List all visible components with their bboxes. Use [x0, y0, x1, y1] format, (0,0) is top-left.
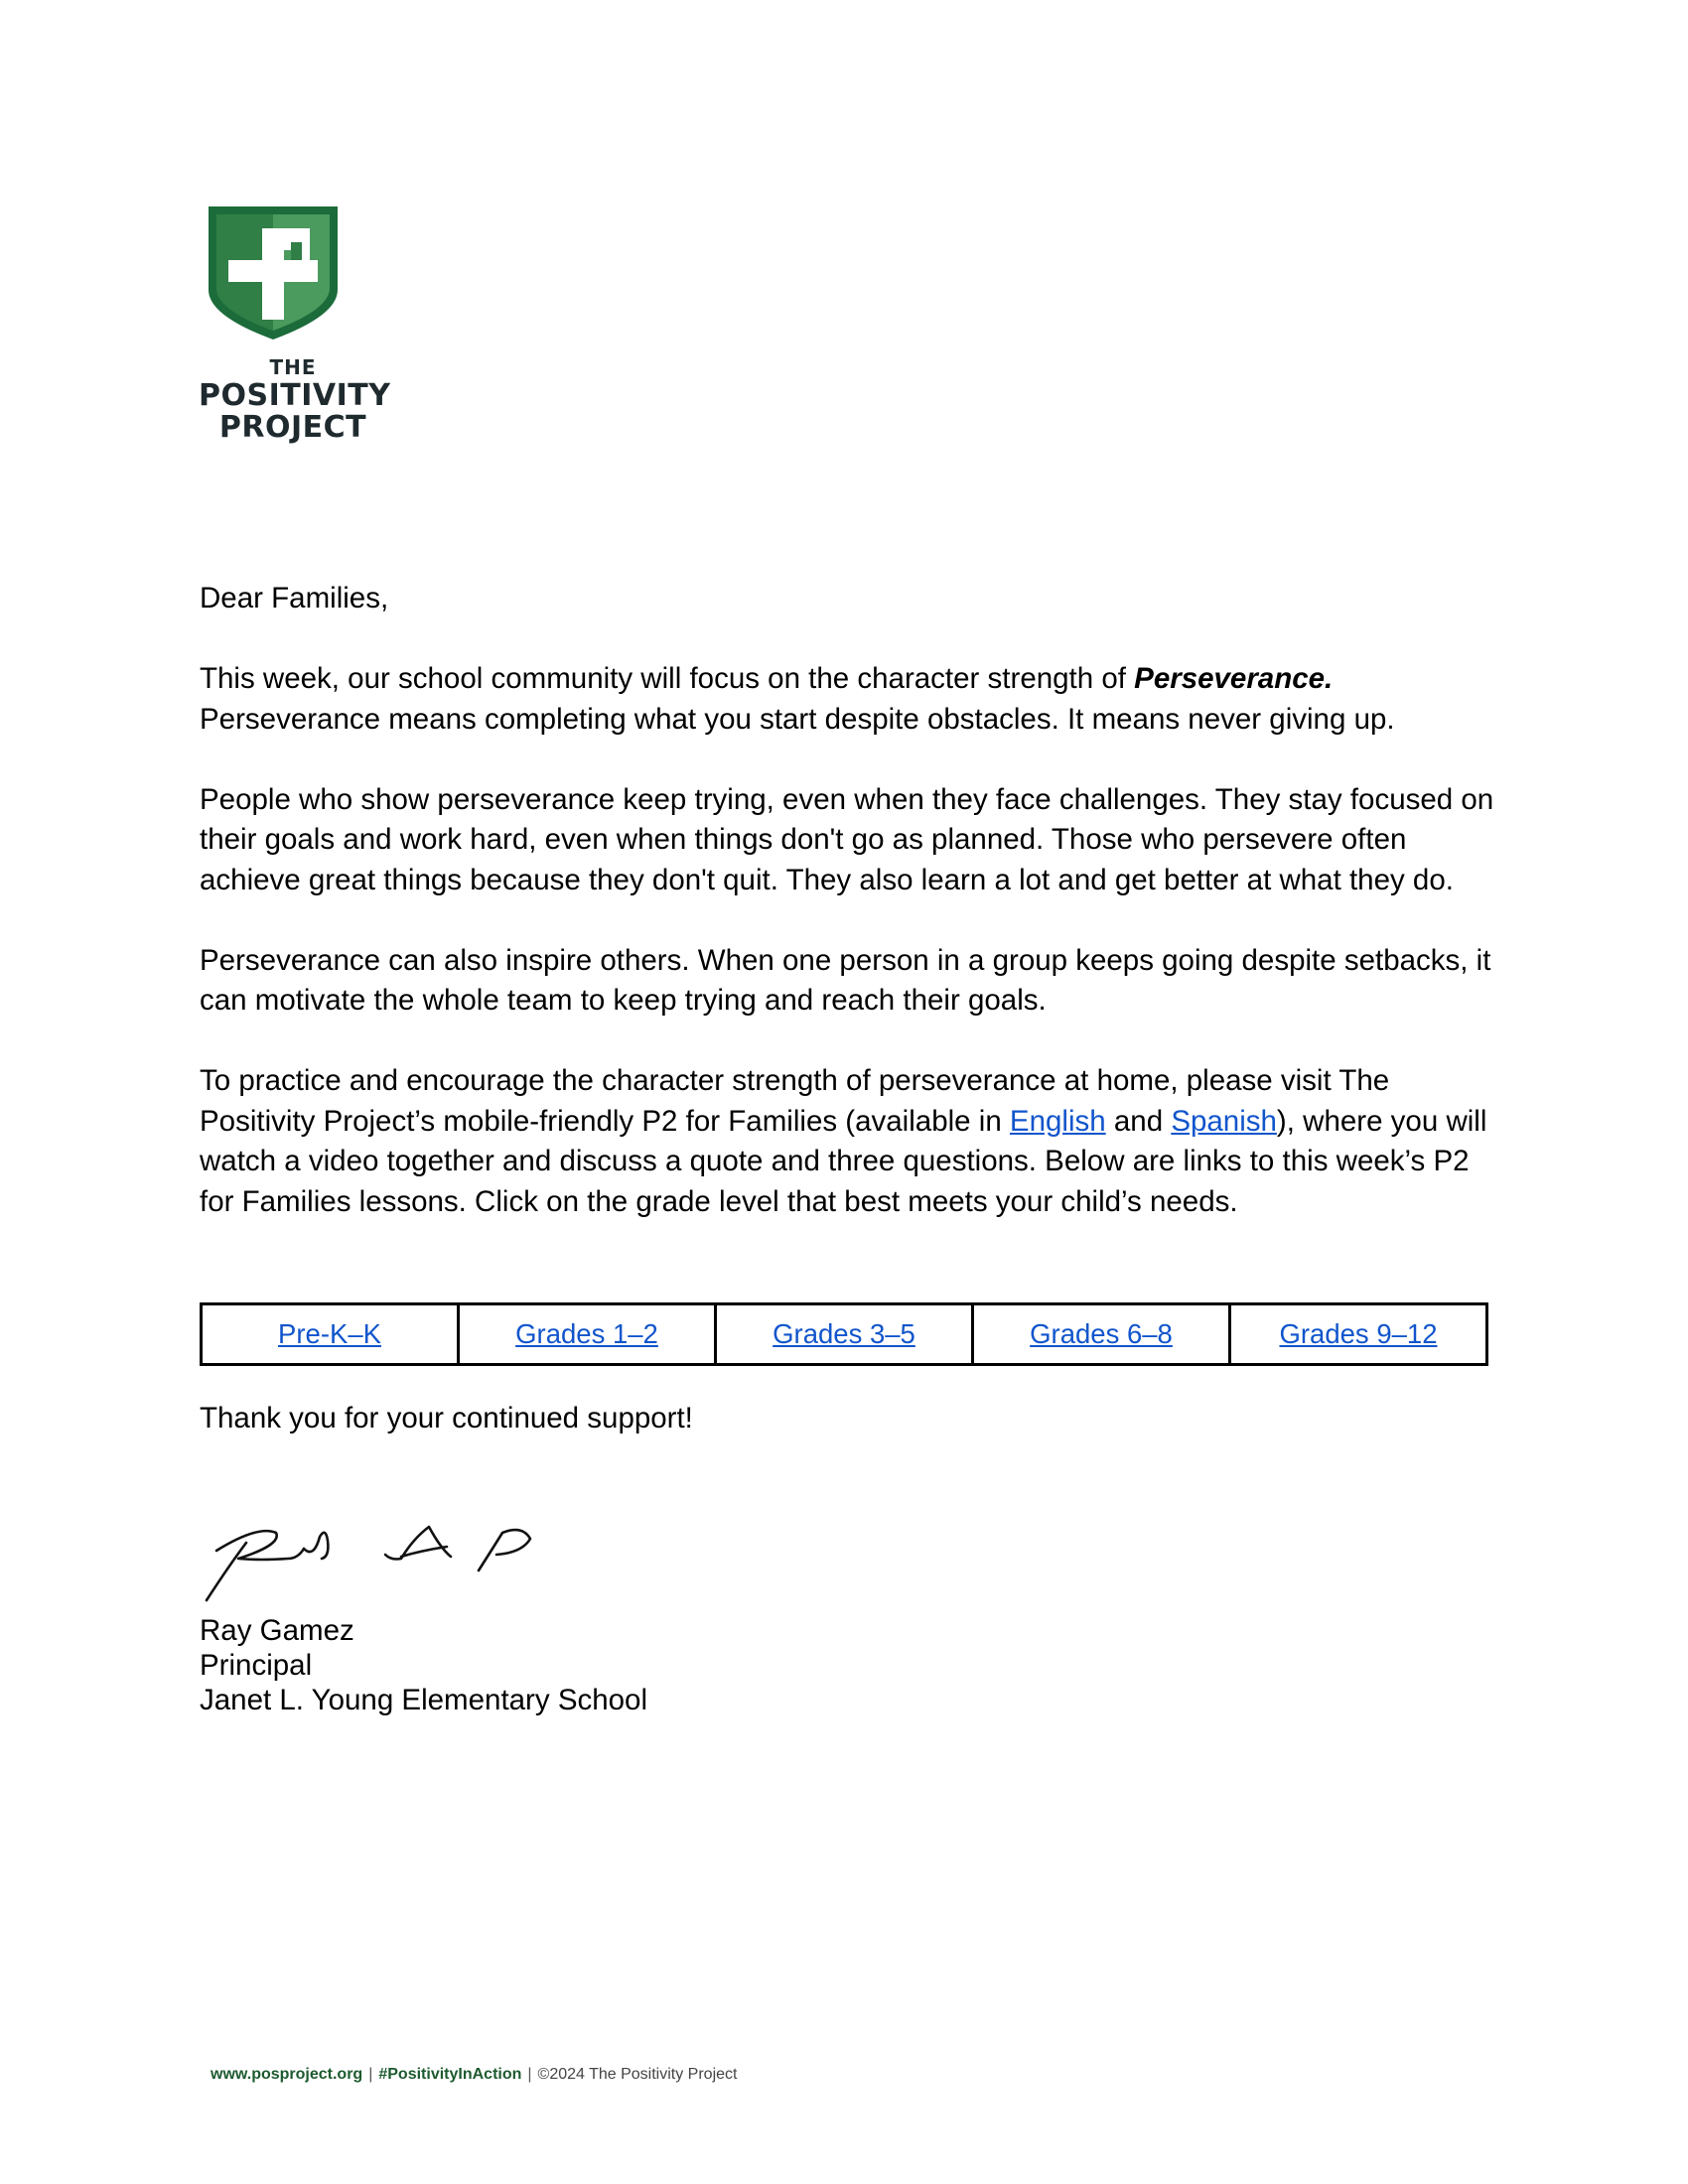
logo-line-project: PROJECT — [218, 410, 367, 445]
p4-and: and — [1105, 1104, 1172, 1138]
character-strength: Perseverance. — [1134, 662, 1334, 695]
positivity-project-shield-icon — [199, 199, 348, 347]
grade-link-3-5[interactable]: Grades 3–5 — [773, 1318, 915, 1349]
p4-intro: To practice and encourage the character strength of perseverance at home, please visit The Positivity Project’s mobile-friendly P2 for Families (available in — [200, 1064, 1390, 1138]
letter-body — [200, 579, 1500, 1263]
grade-link-prek-k[interactable]: Pre-K–K — [278, 1318, 381, 1349]
footer-copyright: ©2024 The Positivity Project — [537, 2066, 738, 2083]
grade-cell — [974, 1305, 1231, 1363]
grade-link-9-12[interactable]: Grades 9–12 — [1279, 1318, 1438, 1349]
signature-block — [200, 1613, 647, 1717]
footer — [211, 2066, 737, 2084]
grade-link-6-8[interactable]: Grades 6–8 — [1030, 1318, 1173, 1349]
spanish-link[interactable]: Spanish — [1171, 1104, 1277, 1138]
footer-hashtag: #PositivityInAction — [378, 2066, 522, 2083]
logo-line-positivity: POSITIVITY — [199, 378, 391, 413]
p1-intro: This week, our school community will focus on the character strength of — [200, 662, 1135, 695]
footer-separator: | — [527, 2066, 532, 2083]
english-link[interactable]: English — [1009, 1104, 1106, 1138]
grade-link-1-2[interactable]: Grades 1–2 — [515, 1318, 658, 1349]
greeting: Dear Families, — [200, 582, 389, 614]
logo — [199, 199, 387, 347]
signature-image — [199, 1499, 596, 1608]
grade-cell — [203, 1305, 460, 1363]
signer-school: Janet L. Young Elementary School — [200, 1684, 648, 1716]
footer-website-link[interactable]: www.posproject.org — [211, 2066, 363, 2083]
grade-cell — [460, 1305, 717, 1363]
signer-name: Ray Gamez — [200, 1614, 354, 1647]
paragraph-3: Perseverance can also inspire others. When one person in a group keeps going despite setbacks, it can motivate the whole team to keep trying and reach their goals. — [200, 943, 1491, 1017]
p4-rest: ), where you will watch a video together and discuss a quote and three questions. Below are links to this week’s P2 for Families lessons. Click on the grade level that best meets your child’s needs. — [200, 1104, 1487, 1218]
grade-cell — [1231, 1305, 1485, 1363]
logo-line-the: THE — [269, 355, 317, 379]
paragraph-1 — [200, 659, 1500, 740]
thank-you-line: Thank you for your continued support! — [200, 1402, 693, 1434]
logo-wordmark — [199, 355, 391, 445]
paragraph-2: People who show perseverance keep trying, even when they face challenges. They stay focused on their goals and work hard, even when things don't go as planned. Those who persevere often achieve great things because they don't quit. They also learn a lot and get better at what they do. — [200, 782, 1494, 896]
grade-links-table — [200, 1302, 1488, 1366]
footer-separator: | — [368, 2066, 373, 2083]
signer-title: Principal — [200, 1649, 313, 1682]
paragraph-4 — [200, 1061, 1500, 1222]
grade-cell — [717, 1305, 974, 1363]
p1-rest: Perseverance means completing what you start despite obstacles. It means never giving up. — [200, 702, 1395, 736]
